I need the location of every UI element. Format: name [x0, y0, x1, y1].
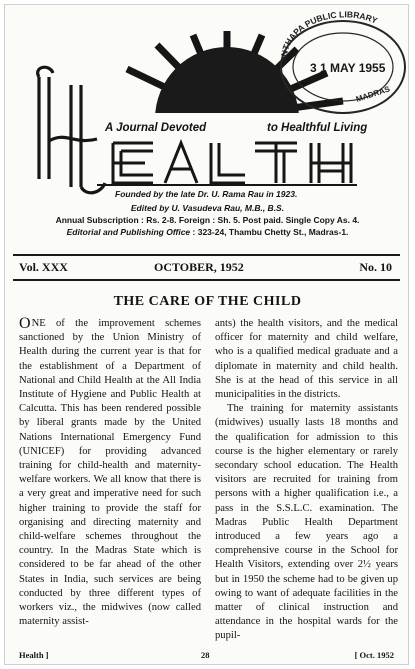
page-footer — [19, 650, 394, 662]
article-right-paragraph-1: ants) the health visitors, and the medical officer for maternity and child welfare, who is a qualified medical graduate and a diplomate in maternity and child health. She is at the head of this service in all municipalities in the districts. — [215, 318, 398, 401]
editor-line: Edited by U. Vasudeva Rau, M.B., B.S. — [130, 203, 285, 213]
journal-tagline-end: to Healthful Living — [267, 122, 368, 134]
top-rule — [13, 254, 400, 256]
office-address: : 323-24, Thambu Chetty St., Madras-1. — [192, 227, 349, 237]
article-title: THE CARE OF THE CHILD — [113, 294, 302, 309]
issue-bar — [19, 260, 392, 276]
issue-number: No. 10 — [359, 260, 392, 274]
issue-volume: Vol. XXX — [19, 260, 68, 274]
office-line — [5, 227, 409, 237]
footer-journal: Health ] — [19, 650, 49, 660]
page-number: 28 — [201, 650, 210, 660]
office-label: Editorial and Publishing Office — [66, 227, 191, 237]
drop-cap: O — [19, 315, 31, 332]
issue-date: OCTOBER, 1952 — [154, 260, 244, 274]
founder-line: Founded by the late Dr. U. Rama Rau in 1923. — [115, 189, 298, 199]
title-letters-outline — [113, 143, 351, 183]
subscription-line: Annual Subscription : Rs. 2-8. Foreign : Sh. 5. Post paid. Single Copy As. 4. — [55, 215, 360, 225]
article-column-left — [19, 317, 201, 629]
stamp-library-name: ANTHAPA PUBLIC LIBRARY — [278, 9, 379, 64]
footer-date: [ Oct. 1952 — [354, 650, 394, 660]
stamp-date: 3 1 MAY 1955 — [310, 61, 386, 75]
article-left-text: NE of the improvement schemes sanctioned by the Union Ministry of Health during the current year is that for the establishment of a Department of National and Child Health at the All India Institute of Hygiene and Public Health at Calcutta. This has been rendered possible by liberal grants made by the United Nations International Emergency Fund (UNICEF) for providing advanced training for child-health and maternity-welfare workers. We all know that there is a very great and imperative need for such higher training to provide the staff for organising and directing maternity and child-welfare schemes throughout the country. In the Madras State which is considered to be far ahead of the other States in India, such services are being conducted by three different types of workers viz., the midwives (now called maternity assist- — [19, 318, 201, 628]
stamp-city: MADRAS — [354, 84, 392, 104]
masthead — [5, 5, 409, 205]
masthead-graphic — [5, 5, 409, 205]
letter-h-outline — [38, 67, 105, 193]
article-column-right — [215, 317, 398, 644]
article-right-paragraph-2: The training for maternity assistants (midwives) usually lasts 18 months and the qualification for admission to this course is the higher elementary or rarely secondary school education. The Health visitors are recruited for training from persons with a higher qualification i.e., a pass in the S.S.L.C. examination. The Madras Public Health Department introduced a few years ago a comprehensive course in the School for Health Visitors, extending over 2½ years but in 1950 the scheme had to be given up owing to want of adequate facilities in the matter of clinical instruction and attendance in the hospital wards for the pupil- — [215, 403, 398, 642]
bottom-rule — [13, 279, 400, 281]
journal-tagline: A Journal Devoted — [105, 122, 207, 134]
library-stamp — [279, 9, 405, 113]
sun-disc — [155, 47, 299, 119]
journal-page — [4, 4, 409, 665]
